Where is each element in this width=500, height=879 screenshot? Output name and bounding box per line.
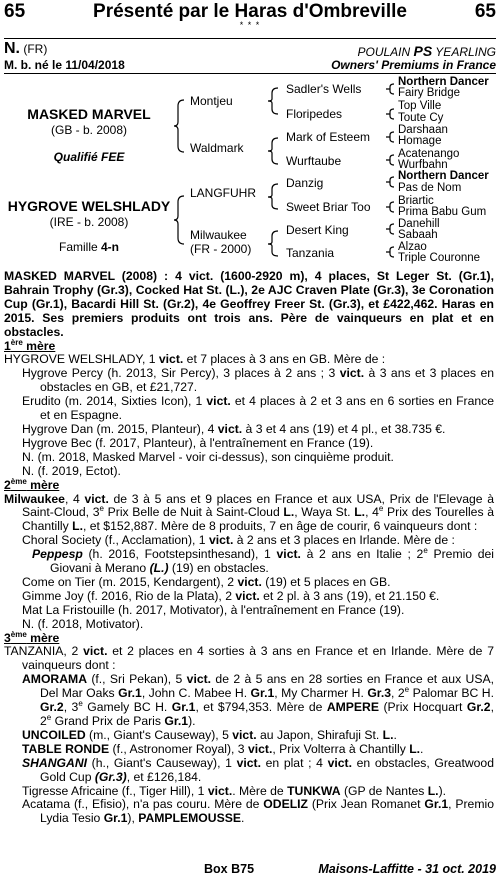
horse-origin: (FR) — [23, 42, 48, 56]
gen2-dam-sire: LANGFUHR — [190, 186, 257, 200]
sale-place-date: Maisons-Laffitte - 31 oct. 2019 — [318, 862, 496, 876]
produce-entry: N. (f. 2019, Ectot). — [22, 463, 121, 478]
gen3-item: Sweet Briar Too — [286, 200, 371, 214]
gen4-item: Northern Dancer — [398, 170, 489, 182]
sire-name: MASKED MARVEL — [27, 106, 151, 122]
catalogue-text — [4, 270, 494, 826]
box-number: Box B75 — [204, 862, 255, 876]
produce-entry: Hygrove Dan (m. 2015, Planteur), 4 vict. à 3 et 4 ans (19) et 4 pl., et 38.735 €. — [22, 421, 446, 436]
produce-entry: TABLE RONDE (f., Astronomer Royal), 3 vict., Prix Volterra à Chantilly L.. — [22, 741, 424, 756]
produce-entry: Gimme Joy (f. 2016, Rio de la Plata), 2 vict. et 2 pl. à 3 ans (19), et 21.150 €. — [22, 588, 440, 603]
top-rule — [4, 38, 496, 39]
gen4-item: Wurfbahn — [398, 159, 448, 171]
gen2-sire-sire: Montjeu — [190, 94, 233, 108]
gen2-dam-dam-info: (FR - 2000) — [190, 242, 252, 256]
gen4-item: Danehill — [398, 218, 440, 230]
produce-entry: SHANGANI (h., Giant's Causeway), 1 vict. en plat ; 4 vict. en obstacles, Greatwood Gold Cup (Gr.3), et £126,184. — [22, 755, 494, 784]
third-dam-heading: 3ème mère — [4, 629, 60, 645]
third-dam-intro: TANZANIA, 2 vict. et 2 places en 4 sorties à 3 ans en France et en Irlande. Mère de 7 vainqueurs dont : — [4, 644, 495, 673]
gen4-item: Triple Couronne — [398, 252, 481, 264]
produce-entry: Hygrove Bec (f. 2017, Planteur), à l'entraînement en France (19). — [22, 435, 374, 450]
produce-entry: AMORAMA (f., Sri Pekan), 5 vict. de 2 à 5 ans en 28 sorties en France et aux USA, Del Mar Oaks Gr.1, John C. Mabee H. Gr.1, My Charmer H. Gr.3, 2e Palomar BC H. Gr.2, 3e Gamely BC H. Gr.1, et $794,353. Mère de AMPERE (Prix Hocquart Gr.2, 2e Grand Prix de Paris Gr.1). — [22, 672, 494, 728]
gen4-item: Sabaah — [398, 229, 438, 241]
gen4-item: Fairy Bridge — [398, 87, 460, 99]
dam-family: Famille 4-n — [58, 240, 119, 254]
dam-info: (IRE - b. 2008) — [49, 215, 129, 229]
mid-rule — [4, 73, 496, 74]
stars-separator: * * * — [239, 20, 261, 30]
produce-entry: N. (m. 2018, Masked Marvel - voir ci-dessus), son cinquième produit. — [22, 449, 394, 464]
lot-number-right: 65 — [474, 1, 496, 22]
gen3-item: Tanzania — [286, 246, 335, 260]
produce-entry: UNCOILED (m., Giant's Causeway), 5 vict. au Japon, Shirafuji St. L.. — [22, 727, 397, 742]
gen3-item: Danzig — [286, 176, 324, 190]
horse-name: N. — [4, 40, 20, 57]
gen4-item: Pas de Nom — [398, 182, 462, 194]
lot-number-left: 65 — [4, 1, 26, 22]
catalogue-header — [4, 1, 496, 30]
gen2-dam-dam: Milwaukee — [190, 228, 247, 242]
sire-summary: MASKED MARVEL (2008) : 4 vict. (1600-2920 m), 4 places, St Leger St. (Gr.1), Bahrain Trophy (Gr.3), Cocked Hat St. (L.), 2e AJC Craven Plate (Gr.3), 3e Coronation Cup (Gr.1), Bacardi Hill St. (Gr.2), 4e Geoffrey Freer St. (Gr.3), et £422,462. Haras en 2015. Ses premiers produits ont trois ans. Père de vainqueurs en plat et en obstacles. — [4, 269, 494, 339]
produce-entry: Choral Society (f., Acclamation), 1 vict. à 2 ans et 3 places en Irlande. Mère de : — [22, 533, 455, 548]
gen4-item: Homage — [398, 135, 442, 147]
horse-id-row — [4, 40, 496, 58]
gen4-item: Briartic — [398, 195, 434, 207]
pedigree-table — [0, 78, 500, 268]
gen4-item: Acatenango — [398, 148, 460, 160]
gen2-sire-dam: Waldmark — [190, 141, 244, 155]
gen4-item: Alzao — [398, 241, 427, 253]
second-dam-heading: 2ème mère — [4, 476, 60, 492]
gen3-item: Desert King — [286, 223, 349, 237]
dam-name: HYGROVE WELSHLADY — [7, 198, 171, 214]
produce-entry: Erudito (m. 2014, Sixties Icon), 1 vict. et 4 places à 2 et 3 ans en 6 sorties en France et en Espagne. — [22, 394, 494, 423]
produce-entry: Peppesp (h. 2016, Footstepsinthesand), 1 vict. à 2 ans en Italie ; 2e Premio dei Giovani à Merano (L.) (19) en obstacles. — [32, 546, 495, 576]
owners-premiums: Owners' Premiums in France — [331, 58, 496, 72]
consignor-title: Présenté par le Haras d'Ombreville — [93, 1, 407, 22]
gen4-item: Top Ville — [398, 100, 442, 112]
sire-note: Qualifié FEE — [53, 150, 125, 164]
produce-entry: Hygrove Percy (h. 2013, Sir Percy), 3 places à 2 ans ; 3 vict. à 3 ans et 3 places en obstacles en GB, et £21,727. — [22, 366, 494, 395]
first-dam-intro: HYGROVE WELSHLADY, 1 vict. et 7 places à 3 ans en GB. Mère de : — [4, 352, 386, 367]
birth-row — [4, 58, 496, 72]
sire-info: (GB - b. 2008) — [50, 123, 128, 137]
produce-entry: Mat La Fristouille (h. 2017, Motivator), à l'entraînement en France (19). — [22, 602, 405, 617]
produce-entry: Acatama (f., Efisio), n'a pas couru. Mère de ODELIZ (Prix Jean Romanet Gr.1, Premio Lydia Tesio Gr.1), PAMPLEMOUSSE. — [22, 797, 494, 826]
gen3-item: Floripedes — [286, 107, 343, 121]
gen4-item: Northern Dancer — [398, 76, 489, 88]
first-dam-heading: 1ère mère — [4, 337, 56, 353]
produce-entry: N. (f. 2018, Motivator). — [22, 616, 144, 631]
birth-date: M. b. né le 11/04/2018 — [4, 58, 125, 72]
second-dam-intro: Milwaukee, 4 vict. de 3 à 5 ans et 9 places en France et aux USA, Prix de l'Elevage à Saint-Cloud, 3e Prix Belle de Nuit à Saint-Cloud L., Waya St. L., 4e Prix des Tourelles à Chantilly L., et $152,887. Mère de 8 produits, 7 en âge de courir, 6 vainqueurs dont : — [4, 491, 495, 534]
horse-type: POULAIN PS YEARLING — [357, 43, 496, 59]
gen4-item: Darshaan — [398, 124, 448, 136]
produce-entry: Tigresse Africaine (f., Tiger Hill), 1 vict.. Mère de TUNKWA (GP de Nantes L.). — [22, 783, 447, 798]
gen4-item: Prima Babu Gum — [398, 206, 487, 218]
gen3-item: Wurftaube — [286, 154, 342, 168]
gen3-item: Sadler's Wells — [286, 82, 362, 96]
gen4-item: Toute Cy — [398, 112, 444, 124]
gen3-item: Mark of Esteem — [286, 130, 371, 144]
produce-entry: Come on Tier (m. 2015, Kendargent), 2 vict. (19) et 5 places en GB. — [22, 574, 391, 589]
